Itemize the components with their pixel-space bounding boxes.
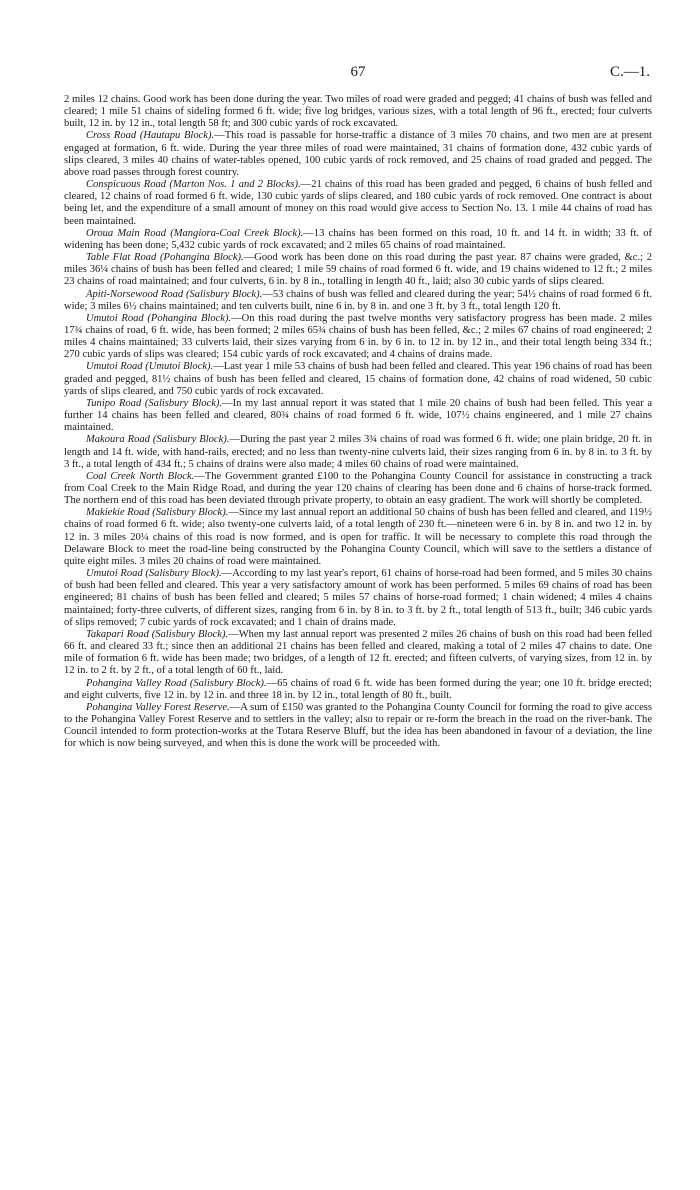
paragraph-heading: Pohangina Valley Forest Reserve. bbox=[86, 701, 230, 713]
paragraph-text: —Since my last annual report an additional 50 chains of bush has been felled and cleared, and 119½ chains of road formed 6 ft. wide; also twenty-one culverts laid, of a total length of 230 ft.—nineteen were 6 in. by 8 in. and two 12 in. by 12 in. 3 miles 20¼ chains of this road is now formed, and is open for traffic. It will be necessary to complete this road through the Delaware Block to meet the road-line being constructed by the Pohangina County Council, which will save to the settlers a distance of quite eight miles. 3 miles 20 chains of road were maintained. bbox=[64, 507, 652, 567]
paragraph-heading: Umutoi Road (Salisbury Block). bbox=[86, 568, 222, 580]
paper-reference: C.—1. bbox=[609, 64, 650, 80]
paragraph-text: —The Government granted £100 to the Pohangina County Council for assistance in constructing a track from Coal Creek to the Main Ridge Road, and during the year 120 chains of clearing has been done and 6 chains of horse-track formed. The northern end of this road has been deviated through private property, to obtain an easy gradient. The work will shortly be completed. bbox=[64, 470, 653, 507]
paragraph-makiekie-road bbox=[64, 507, 652, 568]
paragraph-heading: Pohangina Valley Road (Salisbury Block). bbox=[86, 677, 267, 689]
paragraph-text: —Last year 1 mile 53 chains of bush had been felled and cleared. This year 196 chains of road has been graded and pegged, 81½ chains of bush has been felled and cleared, 15 chains of formation done, 42 chains of road widened, 50 cubic yards of slips cleared, and 750 cubic yards of rock excavated. bbox=[64, 361, 653, 397]
paragraph-heading: Table Flat Road (Pohangina Block). bbox=[86, 252, 244, 264]
paragraph-tunipo-road bbox=[64, 398, 652, 434]
paragraph-umutoi-road-umutoi bbox=[64, 361, 652, 397]
paragraph-conspicuous-road bbox=[64, 179, 652, 228]
paragraph-apiti-norsewood-road bbox=[64, 289, 652, 313]
paragraph-heading: Tunipo Road (Salisbury Block). bbox=[86, 397, 223, 409]
page-number: 67 bbox=[350, 64, 366, 80]
paragraph-continuation bbox=[64, 94, 652, 130]
page-header bbox=[64, 64, 652, 92]
paragraph-text: —In my last annual report it was stated that 1 mile 20 chains of bush had been felled. This year a further 14 chains has been felled and cleared, 80¾ chains of road formed 6 ft. wide, 107½ chains engineered, and 1 mile 27 chains maintained. bbox=[64, 397, 652, 434]
report-body bbox=[64, 94, 652, 750]
paragraph-text: —13 chains has been formed on this road, 10 ft. and 14 ft. in width; 33 ft. of widening has been done; 5,432 cubic yards of rock excavated; and 2 miles 65 chains of road maintained. bbox=[64, 227, 652, 251]
paragraph-text: —This road is passable for horse-traffic a distance of 3 miles 70 chains, and two men are at present engaged at formation, 6 ft. wide. During the year three miles of road were maintained, 31 chains of formation done, 432 cubic yards of slips cleared, 3 miles 40 chains of water-tables opened, 100 cubic yards of rock removed, and 25 chains of road graded and pegged. The above road passes through forest country. bbox=[64, 130, 652, 178]
paragraph-heading: Oroua Main Road (Mangiora-Coal Creek Block). bbox=[86, 227, 304, 239]
paragraph-pohangina-valley-road bbox=[64, 678, 652, 702]
paragraph-makoura-road bbox=[64, 434, 652, 470]
paragraph-takapari-road bbox=[64, 629, 652, 678]
paragraph-umutoi-road-pohangina bbox=[64, 313, 652, 362]
paragraph-heading: Coal Creek North Block. bbox=[86, 470, 195, 482]
paragraph-text: —Good work has been done on this road during the past year. 87 chains were graded, &c.; 2 miles 36¼ chains of bush has been felled and cleared; 1 mile 59 chains of road formed 6 ft. wide, and 19 chains widened to 12 ft.; 2 miles 23 chains of road maintained; and four culverts, 6 in. by 8 in., totalling in length 40 ft., laid; also 30 cubic yards of slips cleared. bbox=[64, 252, 652, 288]
paragraph-text: —53 chains of bush was felled and cleared during the year; 54½ chains of road formed 6 ft. wide; 3 miles 6½ chains maintained; and ten culverts built, nine 6 in. by 8 in. and one 3 ft. by 3 ft., total length 120 ft. bbox=[64, 288, 652, 312]
paragraph-pohangina-forest-reserve bbox=[64, 702, 652, 751]
paragraph-text: —A sum of £150 was granted to the Pohangina County Council for forming the road to give access to the Pohangina Valley Forest Reserve and to settlers in the valley; also to repair or re-form the breach in the road on the river-bank. The Council intended to form protection-works at the Totara Reserve Bluff, but the idea has been abandoned in favour of a deviation, the line for which is now being surveyed, and when this is done the work will be proceeded with. bbox=[64, 701, 652, 750]
paragraph-text: —On this road during the past twelve months very satisfactory progress has been made. 2 miles 17¾ chains of road, 6 ft. wide, has been formed; 2 miles 65¾ chains of bush has been felled, &c.; 2 miles 67 chains of road engineered; 2 miles 4 chains maintained; 33 culverts laid, their sizes varying from 6 in. by 6 in. to 12 in. by 12 in., and their total length being 334 ft.; 270 cubic yards of slips was cleared; 154 cubic yards of rock excavated; and 4 chains of drains made. bbox=[64, 312, 652, 361]
paragraph-heading: Umutoi Road (Umutoi Block). bbox=[86, 361, 214, 373]
paragraph-text: —When my last annual report was presented 2 miles 26 chains of bush on this road had been felled 66 ft. and cleared 33 ft.; since then an additional 21 chains has been felled and cleared, making a total of 2 miles 47 chains to date. One mile of formation 6 ft. wide has been made; two bridges, of a length of 12 ft. erected; and fifteen culverts, of varying sizes, from 12 in. by 12 in. to 2 ft. by 2 ft., of a total length of 60 ft., laid. bbox=[64, 628, 652, 677]
paragraph-heading: Conspicuous Road (Marton Nos. 1 and 2 Blocks). bbox=[86, 179, 301, 191]
paragraph-heading: Cross Road (Hautapu Block). bbox=[86, 130, 215, 142]
paragraph-heading: Makoura Road (Salisbury Block). bbox=[86, 434, 230, 446]
paragraph-text: —During the past year 2 miles 3¾ chains of road was formed 6 ft. wide; one plain bridge, 20 ft. in length and 14 ft. wide, with hand-rails, erected; and no less than twenty-nine culverts laid, their sizes ranging from 6 in. by 8 in. to 3 ft. by 3 ft., a total length of 434 ft.; 5 chains of drains were also made; 4 miles 60 chains of road were maintained. bbox=[64, 434, 652, 470]
paragraph-oroua-main-road bbox=[64, 228, 652, 252]
paragraph-heading: Umutoi Road (Pohangina Block). bbox=[86, 312, 232, 324]
paragraph-heading: Takapari Road (Salisbury Block). bbox=[86, 628, 229, 640]
paragraph-table-flat-road bbox=[64, 252, 652, 288]
paragraph-heading: Apiti-Norsewood Road (Salisbury Block). bbox=[86, 288, 263, 300]
paragraph-text: —65 chains of road 6 ft. wide has been formed during the year; one 10 ft. bridge erected; and eight culverts, five 12 in. by 12 in. and three 18 in. by 12 in., total length of 80 ft., built. bbox=[64, 677, 652, 701]
paragraph-text: —21 chains of this road has been graded and pegged, 6 chains of bush felled and cleared, 12 chains of road formed 6 ft. wide, 130 cubic yards of slips cleared, and 180 cubic yards of rock removed. One contract is about being let, and the expenditure of a small amount of money on this road would give access to Section No. 13. 1 mile 44 chains of road has been maintained. bbox=[64, 179, 652, 227]
paragraph-text: 2 miles 12 chains. Good work has been done during the year. Two miles of road were graded and pegged; 41 chains of bush was felled and cleared; 1 mile 51 chains of sideling formed 6 ft. wide; five log bridges, various sizes, with a total length of 96 ft., erected; four culverts built, 12 in. by 12 in., total length 58 ft; and 300 cubic yards of rock excavated. bbox=[64, 94, 652, 130]
paragraph-umutoi-road-salisbury bbox=[64, 568, 652, 629]
paragraph-text: —According to my last year's report, 61 chains of horse-road had been formed, and 5 miles 30 chains of bush had been felled and cleared. This year a very satisfactory amount of work has been performed. 5 miles 69 chains of road has been engineered; 81 chains of bush has been felled and cleared; 5 miles 57 chains of horse-road formed; 1 chain widened; 4 miles 4 chains maintained; forty-three culverts, of different sizes, ranging from 6 in. by 8 in. to 3 ft. by 2 ft., total length of 513 ft., built; 346 cubic yards of slips removed; 7 cubic yards of rock excavated; and 1 chain of drains made. bbox=[64, 568, 652, 628]
paragraph-cross-road bbox=[64, 130, 652, 179]
paragraph-coal-creek-north bbox=[64, 471, 652, 507]
paragraph-heading: Makiekie Road (Salisbury Block). bbox=[86, 507, 229, 519]
